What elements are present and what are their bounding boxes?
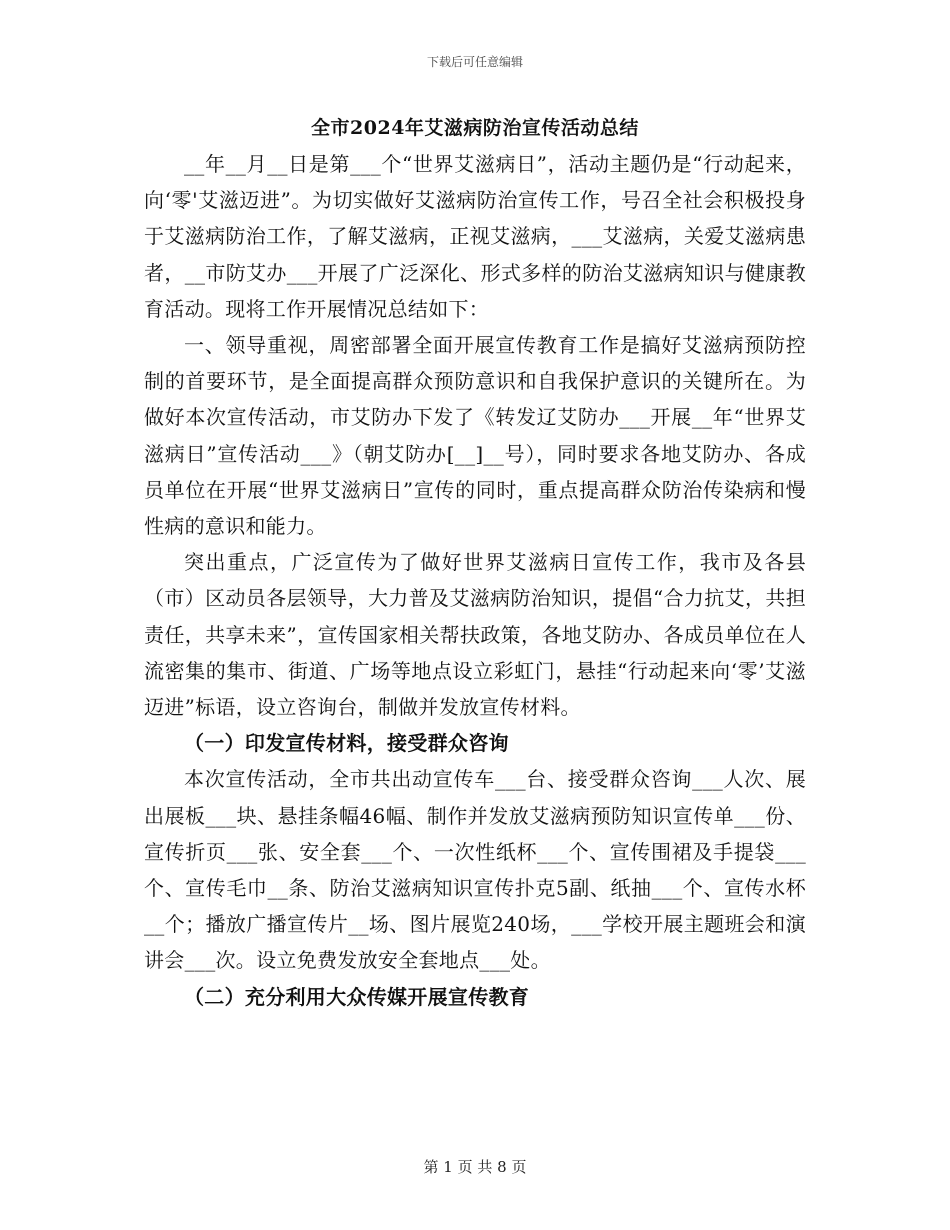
document-body [144, 146, 806, 1015]
section-heading-media: （二）充分利用大众传媒开展宣传教育 [184, 984, 530, 1009]
page-number: 第 1 页 共 8 页 [423, 1158, 527, 1176]
paragraph-leadership: 一、领导重视，周密部署全面开展宣传教育工作是搞好艾滋病预防控制的首要环节，是全面提高群众预防意识和自我保护意识的关键所在。为做好本次宣传活动，市艾防办下发了《转发辽艾防办___开展__年“世界艾滋病日”宣传活动___》（朝艾防办[__]__号），同时要求各地艾防办、各成员单位在开展“世界艾滋病日”宣传的同时，重点提高群众防治传染病和慢性病的意识和能力。 [144, 333, 806, 539]
paragraph-intro: __年__月__日是第___个“世界艾滋病日”，活动主题仍是“行动起来，向‘零'艾滋迈进”。为切实做好艾滋病防治宣传工作，号召全社会积极投身于艾滋病防治工作，了解艾滋病，正视艾滋病，___艾滋病，关爱艾滋病患者，__市防艾办___开展了广泛深化、形式多样的防治艾滋病知识与健康教育活动。现将工作开展情况总结如下： [144, 152, 806, 321]
section-heading-materials: （一）印发宣传材料，接受群众咨询 [184, 731, 509, 756]
page-header-note: 下载后可任意编辑 [426, 55, 523, 69]
document-title: 全市2024年艾滋病防治宣传活动总结 [311, 117, 639, 139]
paragraph-statistics: 本次宣传活动，全市共出动宣传车___台、接受群众咨询___人次、展出展板___块、悬挂条幅46幅、制作并发放艾滋病预防知识宣传单___份、宣传折页___张、安全套___个、一次性纸杯___个、宣传围裙及手提袋___个、宣传毛巾__条、防治艾滋病知识宣传扑克5副、纸抽___个、宣传水杯__个；播放广播宣传片__场、图片展览240场，___学校开展主题班会和演讲会___次。设立免费发放安全套地点___处。 [144, 767, 806, 973]
paragraph-focus: 突出重点，广泛宣传为了做好世界艾滋病日宣传工作，我市及各县（市）区动员各层领导，大力普及艾滋病防治知识，提倡“合力抗艾，共担责任，共享未来”，宣传国家相关帮扶政策，各地艾防办、各成员单位在人流密集的集市、街道、广场等地点设立彩虹门，悬挂“行动起来向‘零’艾滋迈进”标语，设立咨询台，制做并发放宣传材料。 [144, 550, 806, 720]
